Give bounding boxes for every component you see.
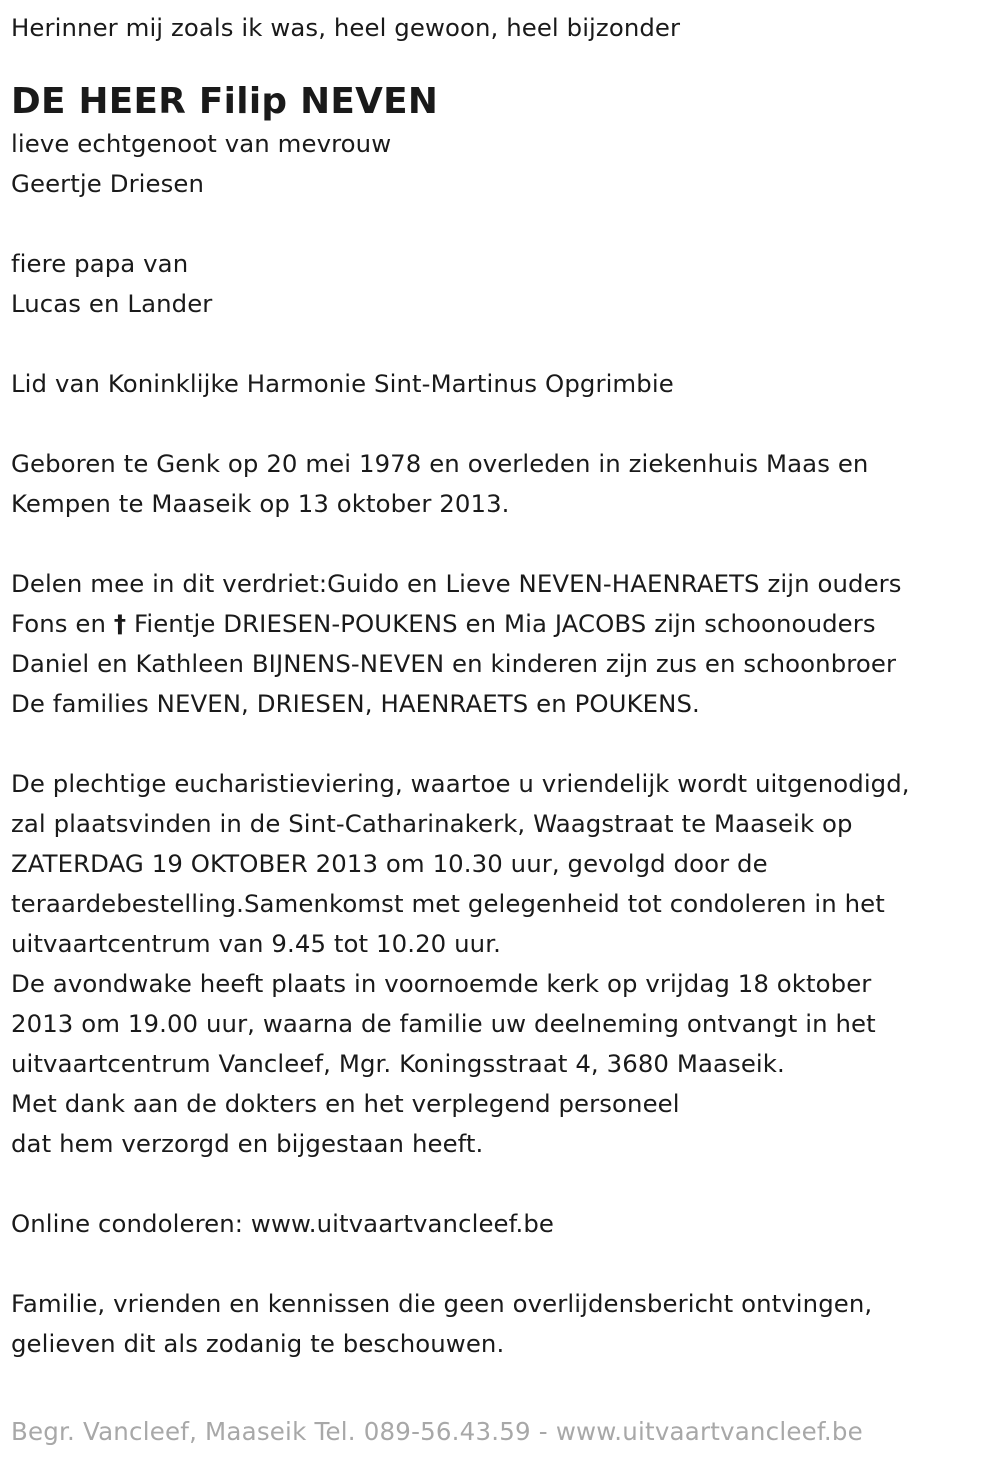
deceased-name: DE HEER Filip NEVEN	[11, 81, 439, 122]
children-line-2: Lucas en Lander	[11, 289, 213, 318]
mourners-line-3: Daniel en Kathleen BIJNENS-NEVEN en kinderen zijn zus en schoonbroer	[11, 649, 897, 678]
mourners-line-4: De families NEVEN, DRIESEN, HAENRAETS en POUKENS.	[11, 689, 700, 718]
death-notice	[11, 8, 996, 1364]
birth-death-line-2: Kempen te Maaseik op 13 oktober 2013.	[11, 489, 510, 518]
ceremony-line-3: ZATERDAG 19 OKTOBER 2013 om 10.30 uur, gevolgd door de	[11, 849, 768, 878]
notice-line-1: Familie, vrienden en kennissen die geen overlijdensbericht ontvingen,	[11, 1289, 873, 1318]
motto: Herinner mij zoals ik was, heel gewoon, heel bijzonder	[11, 13, 681, 42]
mourners-line-2-end: Fientje DRIESEN-POUKENS en Mia JACOBS zijn schoonouders	[126, 609, 876, 638]
birth-death-line-1: Geboren te Genk op 20 mei 1978 en overleden in ziekenhuis Maas en	[11, 449, 869, 478]
spacer	[11, 204, 996, 244]
ceremony-line-5: uitvaartcentrum van 9.45 tot 10.20 uur.	[11, 929, 501, 958]
ceremony-line-1: De plechtige eucharistieviering, waartoe u vriendelijk wordt uitgenodigd,	[11, 769, 910, 798]
membership: Lid van Koninklijke Harmonie Sint-Martinus Opgrimbie	[11, 369, 674, 398]
ceremony-line-7: 2013 om 19.00 uur, waarna de familie uw deelneming ontvangt in het	[11, 1009, 876, 1038]
ceremony-line-2: zal plaatsvinden in de Sint-Catharinakerk, Waagstraat te Maaseik op	[11, 809, 853, 838]
cross-icon: †	[113, 609, 127, 638]
spacer	[11, 404, 996, 444]
mourners-line-2-start: Fons en	[11, 609, 114, 638]
spacer	[11, 524, 996, 564]
spacer	[11, 724, 996, 764]
mourners-line-2	[11, 604, 996, 644]
ceremony-line-9: Met dank aan de dokters en het verplegend personeel	[11, 1089, 680, 1118]
online-condolences: Online condoleren: www.uitvaartvancleef.be	[11, 1209, 555, 1238]
funeral-home-footer: Begr. Vancleef, Maaseik Tel. 089-56.43.59 - www.uitvaartvancleef.be	[11, 1417, 863, 1446]
spacer	[11, 1164, 996, 1204]
spacer	[11, 324, 996, 364]
ceremony-line-4: teraardebestelling.Samenkomst met gelegenheid tot condoleren in het	[11, 889, 885, 918]
ceremony-line-10: dat hem verzorgd en bijgestaan heeft.	[11, 1129, 484, 1158]
children-line-1: fiere papa van	[11, 249, 189, 278]
notice-line-2: gelieven dit als zodanig te beschouwen.	[11, 1329, 505, 1358]
spouse-line-1: lieve echtgenoot van mevrouw	[11, 129, 392, 158]
ceremony-line-8: uitvaartcentrum Vancleef, Mgr. Koningsstraat 4, 3680 Maaseik.	[11, 1049, 785, 1078]
mourners-line-1: Delen mee in dit verdriet:Guido en Lieve NEVEN-HAENRAETS zijn ouders	[11, 569, 902, 598]
ceremony-line-6: De avondwake heeft plaats in voornoemde kerk op vrijdag 18 oktober	[11, 969, 872, 998]
spouse-line-2: Geertje Driesen	[11, 169, 205, 198]
spacer	[11, 1244, 996, 1284]
